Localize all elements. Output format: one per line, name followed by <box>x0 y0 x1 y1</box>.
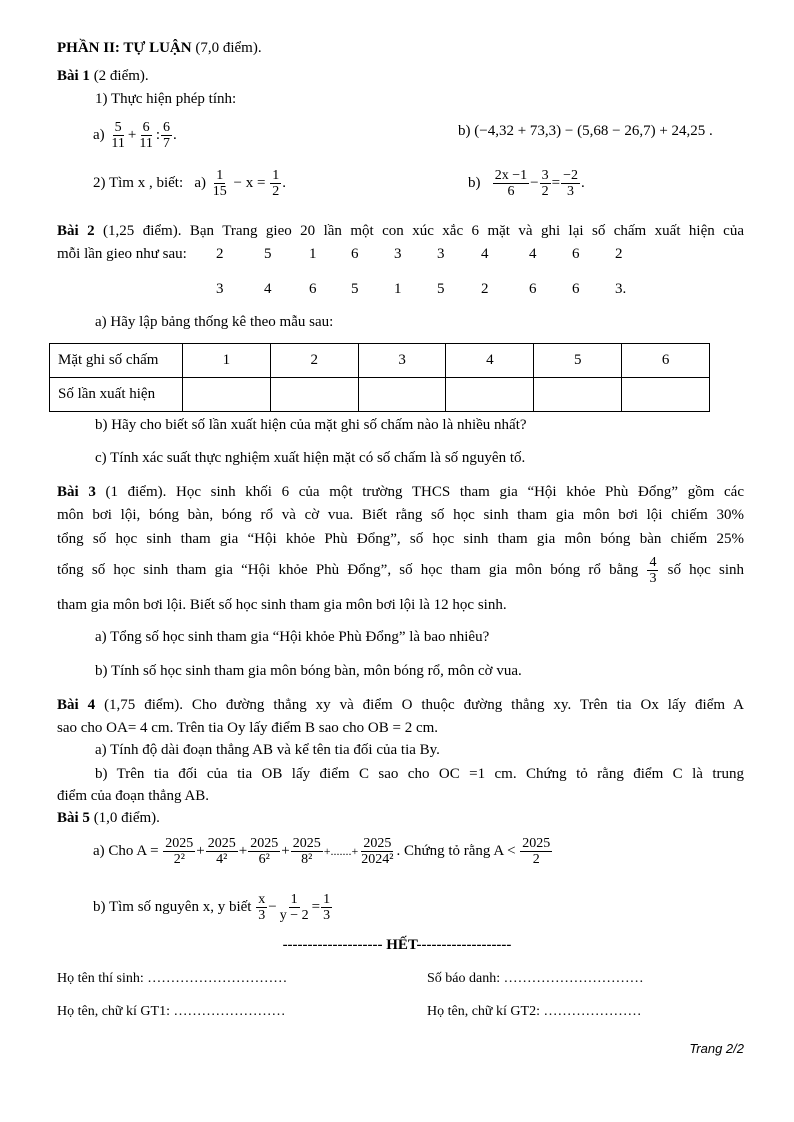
fraction: $\frac{2025}{\text{2²}}$ <box>165 836 194 868</box>
fraction: $\frac{1}{3}$ <box>323 892 331 924</box>
face-cell: 2 <box>270 344 358 378</box>
bai4-title: Bài 4 <box>57 697 96 713</box>
dice-value: 3 <box>216 281 224 297</box>
dice-value: 1 <box>394 281 402 297</box>
supervisor2-field: Họ tên, chữ kí GT2: ………………… <box>427 1004 642 1019</box>
bai1-q1b-expression: (−4,32 + 73,3) − (5,68 − 26,7) + 24,25 . <box>474 123 713 139</box>
empty-cell <box>183 378 271 412</box>
face-cell: 3 <box>358 344 446 378</box>
dice-value: 6 <box>351 246 359 262</box>
page-number: Trang 2/2 <box>689 1041 744 1056</box>
bai4-qb-line2: điểm của đoạn thẳng AB. <box>57 788 210 804</box>
section-points: (7,0 điểm). <box>191 40 262 56</box>
bai2-title: Bài 2 <box>57 223 95 239</box>
dice-value: 6 <box>572 281 580 297</box>
section-heading <box>57 39 262 57</box>
fraction: $\frac{6}{7}$ <box>163 120 171 152</box>
bai3-line1: Bài 3 (1 điểm). Học sinh khối 6 của một trường THCS tham gia “Hội khỏe Phù Đổng” gồm các <box>57 484 744 500</box>
fraction: $\frac{3}{2}$ <box>541 168 549 200</box>
bai3-line5: tham gia môn bơi lội. Biết số học sinh tham gia môn bơi lội là 12 học sinh. <box>57 597 507 613</box>
dice-value: 3 <box>437 246 445 262</box>
dice-value: 1 <box>309 246 317 262</box>
bai2-qa: a) Hãy lập bảng thống kê theo mẫu sau: <box>95 314 334 330</box>
bai4-line2: sao cho OA= 4 cm. Trên tia Oy lấy điểm B sao cho OB = 2 cm. <box>57 720 439 736</box>
fraction: $\frac{2025}{\text{8²}}$ <box>292 836 321 868</box>
bai1-q2b: b) $\frac{2x -1}{6}$ − $\frac{3}{2}$ = $\frac{-2}{3}$ . <box>468 168 585 200</box>
face-cell: 5 <box>534 344 622 378</box>
empty-cell <box>446 378 534 412</box>
empty-cell <box>534 378 622 412</box>
dice-value: 5 <box>264 246 272 262</box>
bai4-line1: Bài 4 (1,75 điểm). Cho đường thẳng xy và điểm O thuộc đường thẳng xy. Trên tia Ox lấy điểm A <box>57 697 744 713</box>
bai4-qa: a) Tính độ dài đoạn thẳng AB và kể tên tia đối của tia By. <box>95 742 440 758</box>
dice-value: 4 <box>264 281 272 297</box>
bai1-title: Bài 1 <box>57 68 90 84</box>
fraction: $\frac{4}{3}$ <box>649 555 657 587</box>
table-row <box>50 344 710 378</box>
bai1-q1a-label: a) <box>93 127 105 143</box>
empty-cell <box>358 378 446 412</box>
bai3-line2: môn bơi lội, bóng bàn, bóng rổ và cờ vua. Biết rằng số học sinh tham gia môn bơi lội chiếm 30% <box>57 507 744 523</box>
dice-value: 5 <box>351 281 359 297</box>
bai4-qb-line1: b) Trên tia đối của tia OB lấy điểm C sao cho OC =1 cm. Chứng tỏ rằng điểm C là trung <box>95 766 744 782</box>
dice-value: 4 <box>529 246 537 262</box>
dice-value: 2 <box>216 246 224 262</box>
bai3-line4: tổng số học sinh tham gia “Hội khỏe Phù Đổng”, số học tham gia môn bóng rổ bằng $\frac{4}{3}$ số học sinh <box>57 555 745 587</box>
fraction: $\frac{2025}{2}$ <box>522 836 551 868</box>
dice-value: 6 <box>572 246 580 262</box>
face-cell: 4 <box>446 344 534 378</box>
face-cell: 6 <box>622 344 710 378</box>
bai5-heading: Bài 5 (1,0 điểm). <box>57 810 160 826</box>
fraction: $\frac{1}{15}$ <box>212 168 227 200</box>
dice-value: 4 <box>481 246 489 262</box>
dice-value: 3 <box>394 246 402 262</box>
dice-value: 6 <box>309 281 317 297</box>
fraction: $\frac{2025}{\text{4²}}$ <box>207 836 236 868</box>
fraction: $\frac{1}{y - 2}$ <box>279 892 309 924</box>
dice-value: 2 <box>481 281 489 297</box>
fraction: $\frac{2025}{\text{2024²}}$ <box>361 836 394 868</box>
fraction: $\frac{2025}{\text{6²}}$ <box>250 836 279 868</box>
fraction: $\frac{5}{11}$ <box>111 120 125 152</box>
bai1-q2a: 2) Tìm x , biết: a) $\frac{1}{15}$ − x = $\frac{1}{2}$ . <box>93 168 286 200</box>
fraction: $\frac{-2}{3}$ <box>563 168 578 200</box>
bai1-q1b: b) (−4,32 + 73,3) − (5,68 − 26,7) + 24,25 . <box>458 123 713 139</box>
empty-cell <box>622 378 710 412</box>
bai1-heading <box>57 67 149 85</box>
empty-cell <box>270 378 358 412</box>
fraction: $\frac{x}{3}$ <box>258 892 266 924</box>
bai1-points: (2 điểm). <box>89 68 149 84</box>
bai3-qa: a) Tổng số học sinh tham gia “Hội khỏe Phù Đổng” là bao nhiêu? <box>95 629 490 645</box>
fraction: $\frac{6}{11}$ <box>139 120 153 152</box>
bai5-qb: b) Tìm số nguyên x, y biết $\frac{x}{3}$ − $\frac{1}{y - 2}$ = $\frac{1}{3}$ <box>93 892 331 924</box>
bai2-qb: b) Hãy cho biết số lần xuất hiện của mặt ghi số chấm nào là nhiều nhất? <box>95 417 527 433</box>
student-name-field: Họ tên thí sinh: ………………………… <box>57 971 288 986</box>
dice-value: 3. <box>615 281 627 297</box>
table-header-cell: Số lần xuất hiện <box>50 378 183 412</box>
statistics-table <box>49 343 710 412</box>
section-title: PHẦN II: TỰ LUẬN <box>57 40 192 56</box>
bai1-q1: 1) Thực hiện phép tính: <box>95 91 237 107</box>
bai1-q1a: a) $\frac{5}{11}$ + $\frac{6}{11}$ : $\frac{6}{7}$ . <box>93 120 177 152</box>
supervisor1-field: Họ tên, chữ kí GT1: …………………… <box>57 1004 286 1019</box>
face-cell: 1 <box>183 344 271 378</box>
fraction: $\frac{2x -1}{6}$ <box>494 168 528 200</box>
bai2-intro-line1: Bài 2 (1,25 điểm). Bạn Trang gieo 20 lần một con xúc xắc 6 mặt và ghi lại số chấm xuất hiện của <box>57 223 744 239</box>
table-row <box>50 378 710 412</box>
bai2-intro-line2: mỗi lần gieo như sau: <box>57 246 187 262</box>
fraction: $\frac{1}{2}$ <box>272 168 280 200</box>
dice-value: 5 <box>437 281 445 297</box>
bai3-qb: b) Tính số học sinh tham gia môn bóng bàn, môn bóng rổ, môn cờ vua. <box>95 663 522 679</box>
bai5-title: Bài 5 <box>57 810 90 826</box>
candidate-number-field: Số báo danh: ………………………… <box>427 971 644 986</box>
dice-value: 6 <box>529 281 537 297</box>
bai2-qc: c) Tính xác suất thực nghiệm xuất hiện mặt có số chấm là số nguyên tố. <box>95 450 526 466</box>
bai3-title: Bài 3 <box>57 484 96 500</box>
bai3-line3: tổng số học sinh tham gia “Hội khỏe Phù Đổng”, số học sinh tham gia môn bóng bàn chiếm 25% <box>57 531 744 547</box>
table-header-cell: Mặt ghi số chấm <box>50 344 183 378</box>
dice-value: 2 <box>615 246 623 262</box>
end-marker: -------------------- HẾT------------------- <box>282 937 512 953</box>
bai5-qa: a) Cho A = $\frac{2025}{\text{2²}}$ + $\frac{2025}{\text{4²}}$ + $\frac{2025}{\text{6²}}$ + $\frac{2025}{\text{8²}}$ +.......+ $\frac{2025}{\text{2024²}}$ . Chứng tỏ rằng A < $\frac{2025}{2}$ <box>93 836 551 868</box>
